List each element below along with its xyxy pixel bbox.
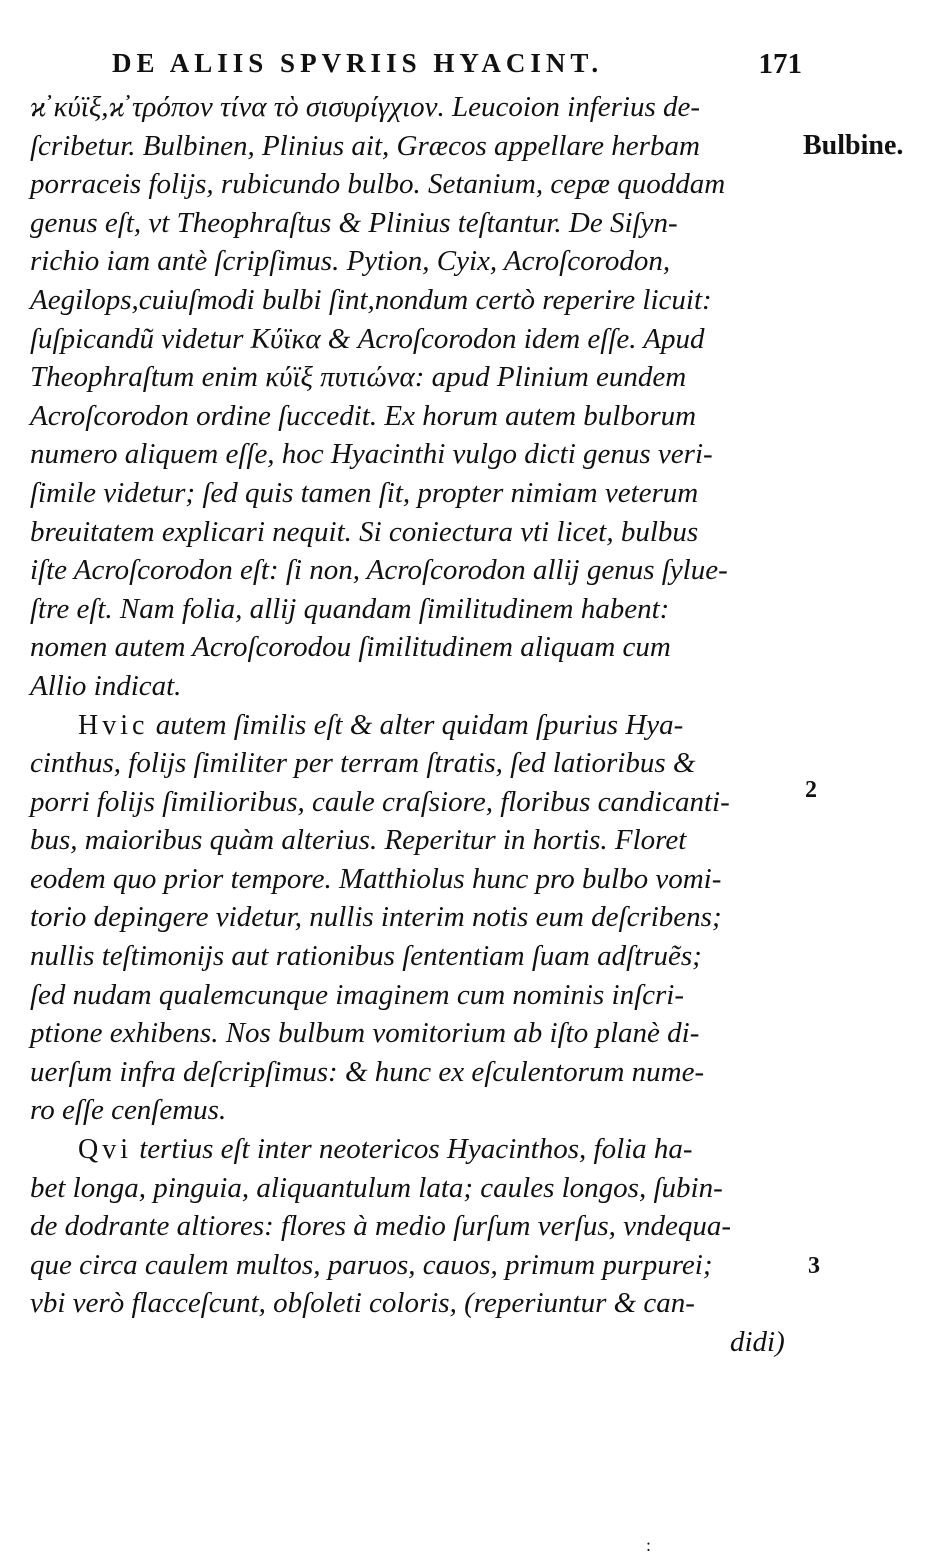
text-line: porraceis folijs, rubicundo bulbo. Setanium, cepæ quoddam [30, 168, 726, 201]
text-line: ſed nudam qualemcunque imaginem cum nominis inſcri- [30, 978, 685, 1011]
marginal-number-2: 2 [805, 777, 817, 803]
text-line: richio iam antè ſcripſimus. Pytion, Cyix, Acroſcorodon, [30, 245, 671, 278]
text-line: torio depingere videtur, nullis interim notis eum deſcribens; [30, 901, 722, 934]
running-title: DE ALIIS SPVRIIS HYACINT. [112, 48, 604, 78]
text-line: porri folijs ſimilioribus, caule craſsiore, floribus candicanti- [30, 785, 730, 818]
text-line: nomen autem Acroſcorodou ſimilitudinem aliquam cum [30, 631, 671, 664]
text-line: ptione exhibens. Nos bulbum vomitorium ab iſto planè di- [30, 1017, 700, 1050]
text-line: cinthus, folijs ſimiliter per terram ſtratis, ſed latioribus & [30, 747, 696, 780]
text-line: genus eſt, vt Theophraſtus & Plinius teſtantur. De Siſyn- [30, 206, 678, 239]
page-header [112, 48, 802, 88]
text-line: que circa caulem multos, paruos, cauos, primum purpurei; [30, 1248, 713, 1281]
marginal-number-3: 3 [808, 1253, 820, 1279]
text-line: Theophraſtum enim κύϊξ πυτιώνα: apud Plinium eundem [30, 361, 687, 394]
text-line: numero aliquem eſſe, hoc Hyacinthi vulgo dicti genus veri- [30, 438, 713, 471]
text-line: Aegilops,cuiuſmodi bulbi ſint,nondum certò reperire licuit: [30, 283, 712, 316]
text-line: de dodrante altiores: flores à medio ſurſum verſus, vndequa- [30, 1210, 731, 1243]
page-number: 171 [758, 48, 802, 80]
paragraph-2 [30, 744, 800, 1130]
text-line: Acroſcorodon ordine ſuccedit. Ex horum autem bulborum [30, 399, 697, 432]
text-line: bus, maioribus quàm alterius. Reperitur in hortis. Floret [30, 824, 687, 857]
text-line: ro eſſe cenſemus. [30, 1094, 227, 1127]
text-line: didi) [730, 1326, 785, 1358]
text-line: ſcribetur. Bulbinen, Plinius ait, Græcos appellare herbam [30, 129, 700, 162]
marginal-note-bulbine: Bulbine. [803, 130, 904, 161]
text-line: iſte Acroſcorodon eſt: ſi non, Acroſcorodon allij genus ſylue- [30, 554, 728, 587]
footer-mark: : [646, 1535, 652, 1555]
paragraph-3-lead: Qvi [78, 1134, 132, 1166]
text-line: Allio indicat. [30, 669, 182, 702]
text-line: ſuſpicandũ videtur Κύϊκα & Acroſcorodon idem eſſe. Apud [30, 322, 705, 355]
text-line: autem ſimilis eſt & alter quidam ſpurius Hya- [148, 708, 684, 741]
text-line: ſtre eſt. Nam folia, allij quandam ſimilitudinem habent: [30, 592, 670, 625]
text-line: bet longa, pinguia, aliquantulum lata; caules longos, ſubin- [30, 1171, 723, 1204]
paragraph-2-lead: Hvic [78, 709, 149, 741]
text-line: uerſum infra deſcripſimus: & hunc ex eſculentorum nume- [30, 1055, 705, 1088]
text-line: eodem quo prior tempore. Matthiolus hunc pro bulbo vomi- [30, 862, 722, 895]
text-line: breuitatem explicari nequit. Si coniectura vti licet, bulbus [30, 515, 699, 548]
paragraph-3-first-line [30, 1130, 800, 1169]
text-line: nullis teſtimonijs aut rationibus ſententiam ſuam adſtruẽs; [30, 940, 702, 973]
text-line: tertius eſt inter neotericos Hyacinthos, folia ha- [132, 1133, 693, 1166]
paragraph-3 [30, 1169, 800, 1362]
text-line: ϰ̓ κύϊξ,ϰ̓ τρόπον τίνα τὸ σισυρίγχιον. Leucoion inferius de- [30, 91, 701, 123]
text-line: vbi verò flacceſcunt, obſoleti coloris, (reperiuntur & can- [30, 1287, 695, 1320]
text-line: ſimile videtur; ſed quis tamen ſit, propter nimiam veterum [30, 476, 699, 509]
text-body [30, 88, 800, 1362]
paragraph-2-first-line [30, 706, 800, 745]
paragraph-1 [30, 88, 800, 706]
